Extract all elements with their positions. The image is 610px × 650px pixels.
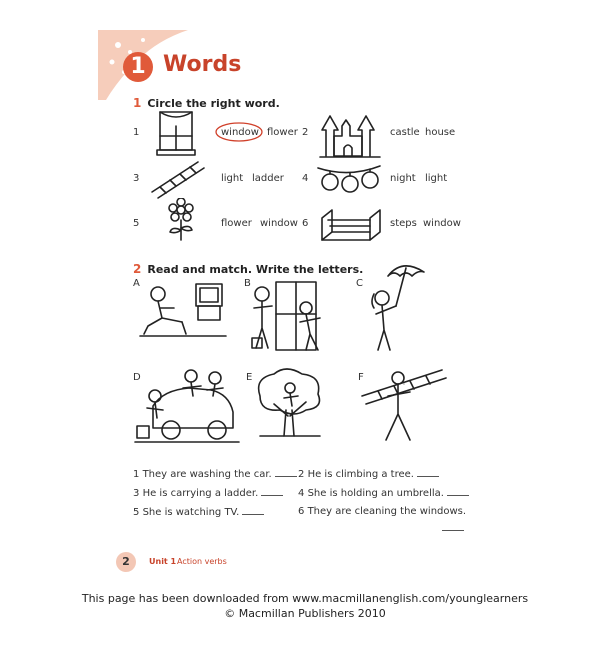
sentence-number: 2 xyxy=(298,469,305,480)
word-option-flower[interactable]: flower xyxy=(267,127,298,138)
sentence-number: 6 xyxy=(298,506,305,517)
item-number: 3 xyxy=(133,173,140,184)
sentence-text: He is carrying a ladder. xyxy=(142,488,259,499)
sentence-text: She is watching TV. xyxy=(142,507,240,518)
copyright-note: © Macmillan Publishers 2010 xyxy=(224,607,386,620)
word-option-window[interactable]: window xyxy=(423,218,461,229)
picture-letter-f: F xyxy=(358,372,364,383)
watching-tv-illustration xyxy=(138,278,228,342)
unit-label: Unit 1 xyxy=(149,557,177,566)
section-1-instruction: Circle the right word. xyxy=(147,97,280,110)
section-1-number: 1 xyxy=(133,96,142,110)
word-option-flower[interactable]: flower xyxy=(221,218,252,229)
flower-icon xyxy=(164,198,198,242)
answer-blank[interactable] xyxy=(442,530,464,531)
sentence-number: 5 xyxy=(133,507,140,518)
word-option-light[interactable]: light xyxy=(425,173,448,184)
sentence-text: They are cleaning the windows. xyxy=(307,506,467,517)
answer-blank[interactable] xyxy=(242,506,264,515)
picture-letter-d: D xyxy=(133,372,141,383)
item-number: 2 xyxy=(302,127,309,138)
sentence-4 xyxy=(298,487,469,499)
word-option-castle[interactable]: castle xyxy=(390,127,420,138)
section-2-instruction: Read and match. Write the letters. xyxy=(147,263,364,276)
sentence-number: 3 xyxy=(133,488,140,499)
sentence-6 xyxy=(298,506,466,517)
sentence-text: They are washing the car. xyxy=(142,469,272,480)
lights-icon xyxy=(316,158,382,200)
unit-number-badge: 1 xyxy=(123,52,153,82)
picture-letter-e: E xyxy=(246,372,253,383)
download-note: This page has been downloaded from www.macmillanenglish.com/younglearners xyxy=(81,592,529,605)
sentence-text: He is climbing a tree. xyxy=(307,469,414,480)
umbrella-illustration xyxy=(362,260,428,354)
steps-icon xyxy=(318,206,384,246)
cleaning-windows-illustration xyxy=(246,278,336,356)
word-option-night[interactable]: night xyxy=(390,173,416,184)
word-option-house[interactable]: house xyxy=(425,127,456,138)
answer-blank[interactable] xyxy=(275,468,297,477)
castle-icon xyxy=(318,108,382,160)
sentence-text: She is holding an umbrella. xyxy=(307,488,444,499)
sentence-2 xyxy=(298,468,439,480)
section-2-heading xyxy=(133,262,363,276)
carrying-ladder-illustration xyxy=(358,366,448,446)
ladder-icon xyxy=(148,158,208,200)
word-option-light[interactable]: light xyxy=(221,173,244,184)
answer-blank[interactable] xyxy=(417,468,439,477)
word-option-window[interactable]: window xyxy=(221,127,259,138)
sentence-number: 4 xyxy=(298,488,305,499)
item-number: 6 xyxy=(302,218,309,229)
climbing-tree-illustration xyxy=(250,366,328,440)
washing-car-illustration xyxy=(133,366,241,446)
picture-letter-c: C xyxy=(356,278,363,289)
section-2-number: 2 xyxy=(133,262,142,276)
picture-letter-b: B xyxy=(244,278,251,289)
sentence-1 xyxy=(133,468,297,480)
sentence-number: 1 xyxy=(133,469,140,480)
picture-letter-a: A xyxy=(133,278,140,289)
word-option-steps[interactable]: steps xyxy=(390,218,417,229)
unit-topic: Action verbs xyxy=(177,557,227,566)
window-icon xyxy=(156,108,196,160)
word-option-window[interactable]: window xyxy=(260,218,298,229)
page-title: Words xyxy=(163,52,242,77)
sentence-5 xyxy=(133,506,264,518)
answer-blank[interactable] xyxy=(447,487,469,496)
answer-blank[interactable] xyxy=(261,487,283,496)
item-number: 1 xyxy=(133,127,140,138)
page-number-badge: 2 xyxy=(116,552,136,572)
item-number: 4 xyxy=(302,173,309,184)
word-option-ladder[interactable]: ladder xyxy=(252,173,284,184)
item-number: 5 xyxy=(133,218,140,229)
sentence-3 xyxy=(133,487,283,499)
